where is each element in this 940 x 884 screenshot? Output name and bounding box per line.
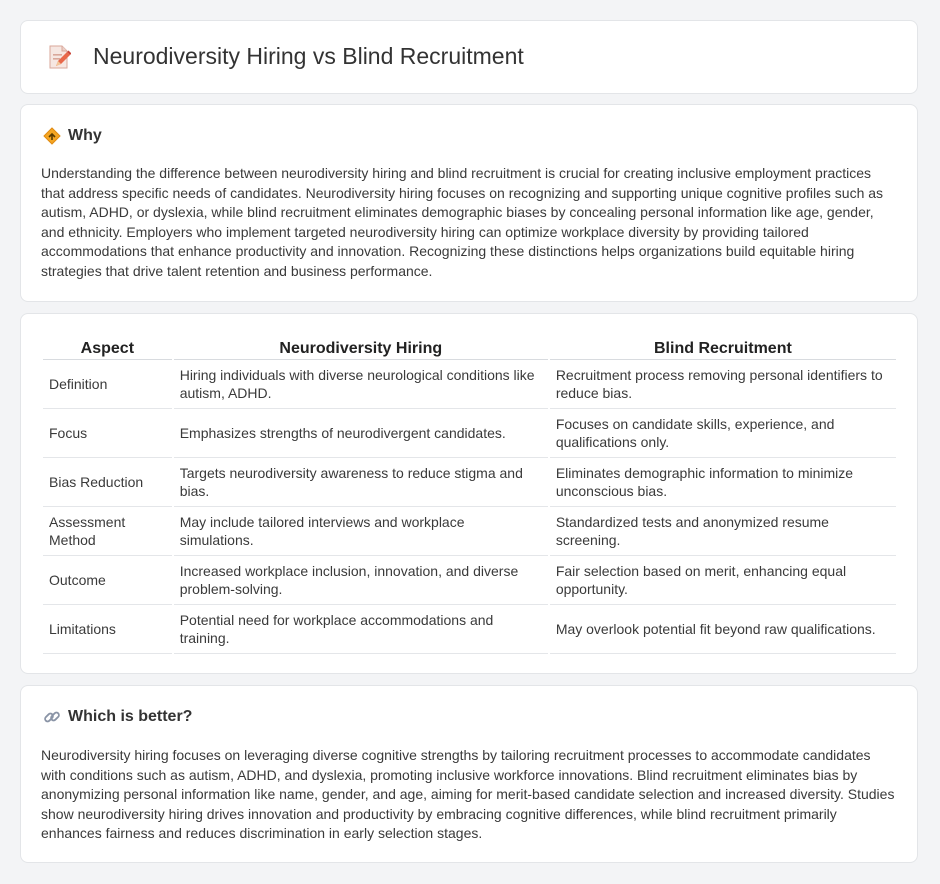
comparison-section [20, 313, 918, 674]
link-icon [43, 708, 61, 726]
blind-recruitment-cell: Standardized tests and anonymized resume screening. [550, 507, 896, 556]
column-header: Neurodiversity Hiring [174, 334, 548, 360]
aspect-cell: Limitations [43, 605, 172, 654]
title-card [20, 20, 918, 94]
blind-recruitment-cell: Fair selection based on merit, enhancing equal opportunity. [550, 556, 896, 605]
page-title: Neurodiversity Hiring vs Blind Recruitment [93, 43, 524, 69]
comparison-table [41, 334, 898, 654]
column-header: Blind Recruitment [550, 334, 896, 360]
aspect-cell: Definition [43, 360, 172, 409]
better-heading-row [43, 708, 192, 726]
why-heading: Why [68, 127, 102, 144]
neurodiversity-cell: Hiring individuals with diverse neurological conditions like autism, ADHD. [174, 360, 548, 409]
why-heading-row [43, 127, 102, 145]
neurodiversity-cell: Potential need for workplace accommodations and training. [174, 605, 548, 654]
neurodiversity-cell: May include tailored interviews and workplace simulations. [174, 507, 548, 556]
aspect-cell: Focus [43, 409, 172, 458]
table-row [43, 360, 896, 409]
aspect-cell: Assessment Method [43, 507, 172, 556]
neurodiversity-cell: Targets neurodiversity awareness to reduce stigma and bias. [174, 458, 548, 507]
why-section [20, 104, 918, 302]
which-is-better-section [20, 685, 918, 863]
better-heading: Which is better? [68, 708, 193, 725]
diamond-sign-icon [43, 127, 61, 145]
aspect-cell: Bias Reduction [43, 458, 172, 507]
table-row [43, 507, 896, 556]
column-header: Aspect [43, 334, 172, 360]
table-header-row [43, 334, 896, 360]
title-row [47, 43, 524, 70]
blind-recruitment-cell: Recruitment process removing personal identifiers to reduce bias. [550, 360, 896, 409]
table-row [43, 409, 896, 458]
blind-recruitment-cell: May overlook potential fit beyond raw qualifications. [550, 605, 896, 654]
table-row [43, 605, 896, 654]
better-body: Neurodiversity hiring focuses on leveraging diverse cognitive strengths by tailoring recruitment processes to accommodate candidates with conditions such as autism, ADHD, and dyslexia, promoting inclusive workforce innovations. Blind recruitment eliminates bias by anonymizing personal information like name, gender, and age, aiming for merit-based candidate selection and increased diversity. Studies show neurodiversity hiring drives innovation and productivity by embracing cognitive differences, while blind recruitment primarily enhances fairness and reduces discrimination in early selection stages. [41, 747, 895, 842]
aspect-cell: Outcome [43, 556, 172, 605]
table-row [43, 458, 896, 507]
document-pencil-icon [47, 44, 71, 70]
neurodiversity-cell: Increased workplace inclusion, innovation, and diverse problem-solving. [174, 556, 548, 605]
why-body: Understanding the difference between neurodiversity hiring and blind recruitment is crucial for creating inclusive employment practices that address specific needs of candidates. Neurodiversity hiring focuses on recognizing and supporting unique cognitive profiles such as autism, ADHD, or dyslexia, while blind recruitment eliminates demographic biases by concealing personal information like age, gender, and ethnicity. Employers who implement targeted neurodiversity hiring can optimize workplace diversity by providing tailored accommodations that enhance productivity and innovation. Recognizing these distinctions helps organizations build equitable hiring strategies that drive talent retention and business performance. [41, 165, 884, 279]
blind-recruitment-cell: Focuses on candidate skills, experience, and qualifications only. [550, 409, 896, 458]
neurodiversity-cell: Emphasizes strengths of neurodivergent candidates. [174, 409, 548, 458]
blind-recruitment-cell: Eliminates demographic information to minimize unconscious bias. [550, 458, 896, 507]
table-row [43, 556, 896, 605]
